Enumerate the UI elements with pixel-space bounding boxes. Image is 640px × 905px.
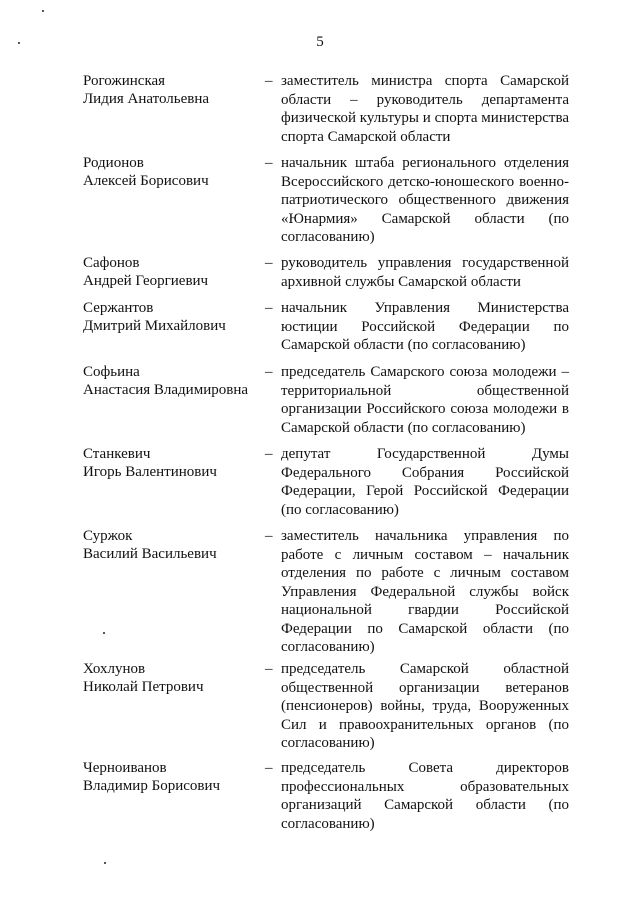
list-item <box>83 299 569 355</box>
person-name <box>83 759 265 795</box>
dash: – <box>265 528 273 544</box>
person-name <box>83 299 265 335</box>
person-name <box>83 363 265 399</box>
given-names: Анастасия Владимировна <box>83 382 248 398</box>
position-description: депутат Государственной Думы Федерального Собрания Российской Федерации, Герой Российской Федерации (по согласованию) <box>281 446 569 518</box>
dash: – <box>265 73 273 89</box>
person-name <box>83 527 265 563</box>
list-item <box>83 759 569 833</box>
list-item <box>83 660 569 753</box>
given-names: Дмитрий Михайлович <box>83 318 226 334</box>
given-names: Лидия Анатольевна <box>83 91 210 107</box>
list-item <box>83 72 569 146</box>
position-description: заместитель начальника управления по работе с личным составом – начальник отделения по работе с личным составом Управления Федеральной службы войск национальной гвардии Российской Федерации по Самарской области (по согласованию) <box>281 528 569 655</box>
scan-speck <box>42 10 44 12</box>
given-names: Василий Васильевич <box>83 546 217 562</box>
position-description: председатель Самарской областной общественной организации ветеранов (пенсионеров) войны, труда, Вооруженных Сил и правоохранительных органов (по согласованию) <box>281 661 569 751</box>
surname: Хохлунов <box>83 661 146 677</box>
dash: – <box>265 155 273 171</box>
scan-speck <box>104 862 106 864</box>
dash: – <box>265 661 273 677</box>
page-number: 5 <box>316 34 324 50</box>
surname: Сержантов <box>83 300 154 316</box>
given-names: Андрей Георгиевич <box>83 273 209 289</box>
given-names: Владимир Борисович <box>83 778 221 794</box>
given-names: Николай Петрович <box>83 679 204 695</box>
dash: – <box>265 255 273 271</box>
dash: – <box>265 300 273 316</box>
position-description: председатель Совета директоров профессиональных образовательных организаций Самарской области (по согласованию) <box>281 760 569 832</box>
surname: Черноиванов <box>83 760 167 776</box>
surname: Рогожинская <box>83 73 166 89</box>
list-item <box>83 254 569 291</box>
list-item <box>83 445 569 519</box>
given-names: Игорь Валентинович <box>83 464 217 480</box>
surname: Сафонов <box>83 255 140 271</box>
position-description: заместитель министра спорта Самарской области – руководитель департамента физической культуры и спорта министерства спорта Самарской области <box>281 73 569 145</box>
position-description: председатель Самарского союза молодежи – территориальной общественной организации Российского союза молодежи в Самарской области (по согласованию) <box>281 364 569 436</box>
person-name <box>83 254 265 290</box>
dash: – <box>265 364 273 380</box>
surname: Суржок <box>83 528 133 544</box>
list-item <box>83 527 569 657</box>
given-names: Алексей Борисович <box>83 173 209 189</box>
dash: – <box>265 760 273 776</box>
surname: Родионов <box>83 155 144 171</box>
surname: Станкевич <box>83 446 151 462</box>
person-name <box>83 660 265 696</box>
position-description: начальник Управления Министерства юстиции Российской Федерации по Самарской области (по согласованию) <box>281 300 569 353</box>
dash: – <box>265 446 273 462</box>
list-item <box>83 363 569 437</box>
list-item <box>83 154 569 247</box>
person-name <box>83 445 265 481</box>
person-name <box>83 154 265 190</box>
surname: Софьина <box>83 364 140 380</box>
person-name <box>83 72 265 108</box>
position-description: руководитель управления государственной архивной службы Самарской области <box>281 255 569 290</box>
position-description: начальник штаба регионального отделения Всероссийского детско-юношеского военно-патриотического общественного движения «Юнармия» Самарской области (по согласованию) <box>281 155 569 245</box>
